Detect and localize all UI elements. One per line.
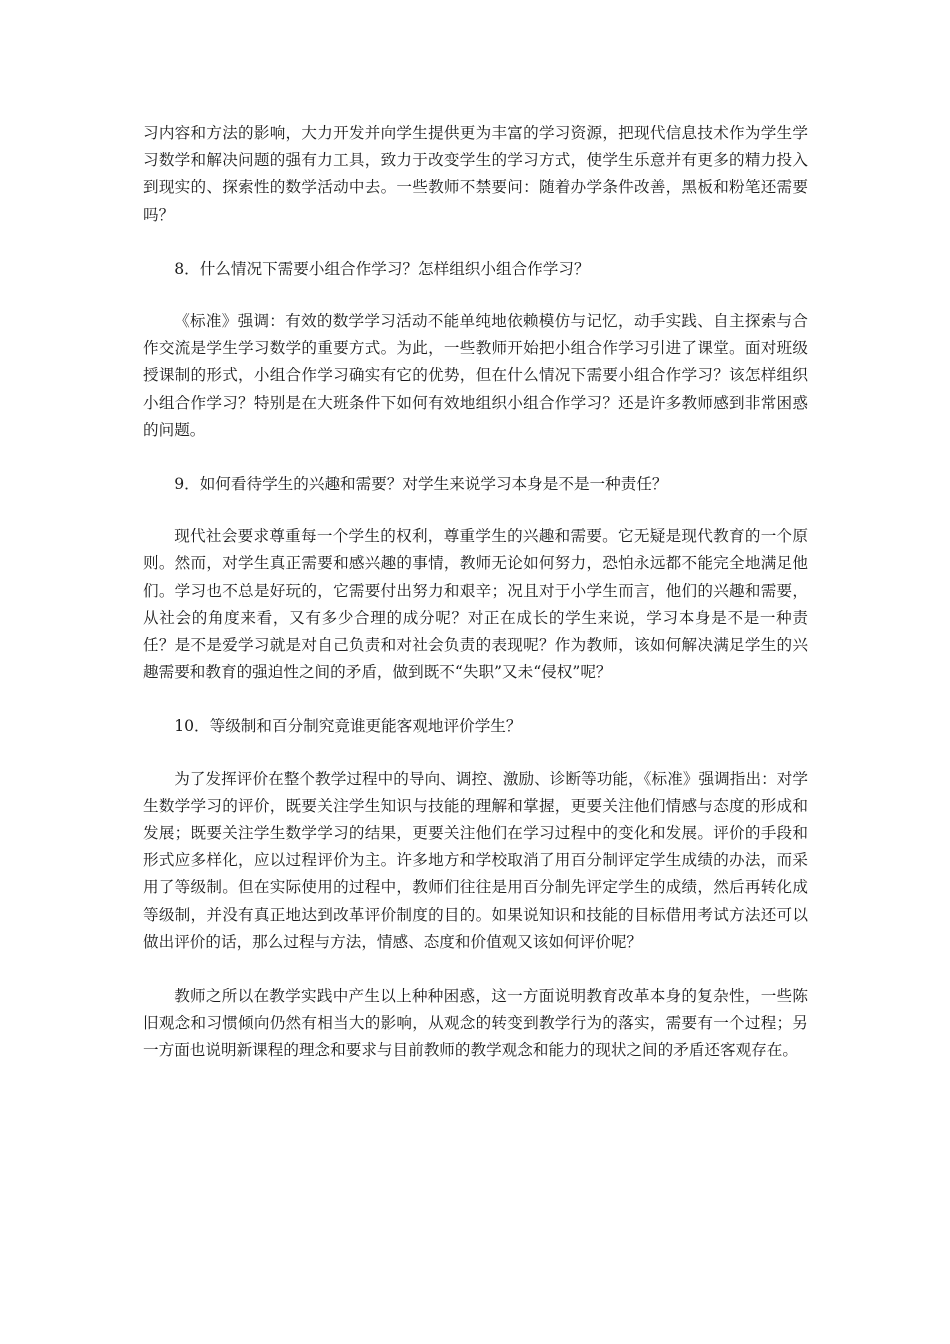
question-9-heading: 9．如何看待学生的兴趣和需要？对学生来说学习本身是不是一种责任？ [174, 475, 668, 494]
question-9-paragraph: 现代社会要求尊重每一个学生的权利，尊重学生的兴趣和需要。它无疑是现代教育的一个原则。然而，对学生真正需要和感兴趣的事情，教师无论如何努力，恐怕永远都不能完全地满足他们。学习也不总是好玩的，它需要付出努力和艰辛；况且对于小学生而言，他们的兴趣和需要，从社会的角度来看，又有多少合理的成分呢？对正在成长的学生来说，学习本身是不是一种责任？是不是爱学习就是对自己负责和对社会负责的表现呢？作为教师，该如何解决满足学生的兴趣需要和教育的强迫性之间的矛盾，做到既不“失职”又未“侵权”呢？ [143, 527, 808, 682]
conclusion-paragraph: 教师之所以在教学实践中产生以上种种困惑，这一方面说明教育改革本身的复杂性，一些陈旧观念和习惯倾向仍然有相当大的影响，从观念的转变到教学行为的落实，需要有一个过程；另一方面也说明新课程的理念和要求与目前教师的教学观念和能力的现状之间的矛盾还客观存在。 [143, 987, 808, 1060]
question-10-heading: 10．等级制和百分制究竟谁更能客观地评价学生？ [174, 717, 522, 736]
question-8-paragraph: 《标准》强调：有效的数学学习活动不能单纯地依赖模仿与记忆，动手实践、自主探索与合作交流是学生学习数学的重要方式。为此，一些教师开始把小组合作学习引进了课堂。面对班级授课制的形式，小组合作学习确实有它的优势，但在什么情况下需要小组合作学习？该怎样组织小组合作学习？特别是在大班条件下如何有效地组织小组合作学习？还是许多教师感到非常困惑的问题。 [143, 312, 808, 439]
document-page [143, 120, 808, 1065]
question-8-heading: 8．什么情况下需要小组合作学习？怎样组织小组合作学习？ [174, 259, 590, 278]
intro-paragraph: 习内容和方法的影响，大力开发并向学生提供更为丰富的学习资源，把现代信息技术作为学生学习数学和解决问题的强有力工具，致力于改变学生的学习方式，使学生乐意并有更多的精力投入到现实的、探索性的数学活动中去。一些教师不禁要问：随着办学条件改善，黑板和粉笔还需要吗？ [143, 124, 808, 224]
question-10-paragraph: 为了发挥评价在整个教学过程中的导向、调控、激励、诊断等功能，《标准》强调指出：对学生数学学习的评价，既要关注学生知识与技能的理解和掌握，更要关注他们情感与态度的形成和发展；既要关注学生数学学习的结果，更要关注他们在学习过程中的变化和发展。评价的手段和形式应多样化，应以过程评价为主。许多地方和学校取消了用百分制评定学生成绩的办法，而采用了等级制。但在实际使用的过程中，教师们往往是用百分制先评定学生的成绩，然后再转化成等级制，并没有真正地达到改革评价制度的目的。如果说知识和技能的目标借用考试方法还可以做出评价的话，那么过程与方法，情感、态度和价值观又该如何评价呢？ [143, 769, 808, 951]
